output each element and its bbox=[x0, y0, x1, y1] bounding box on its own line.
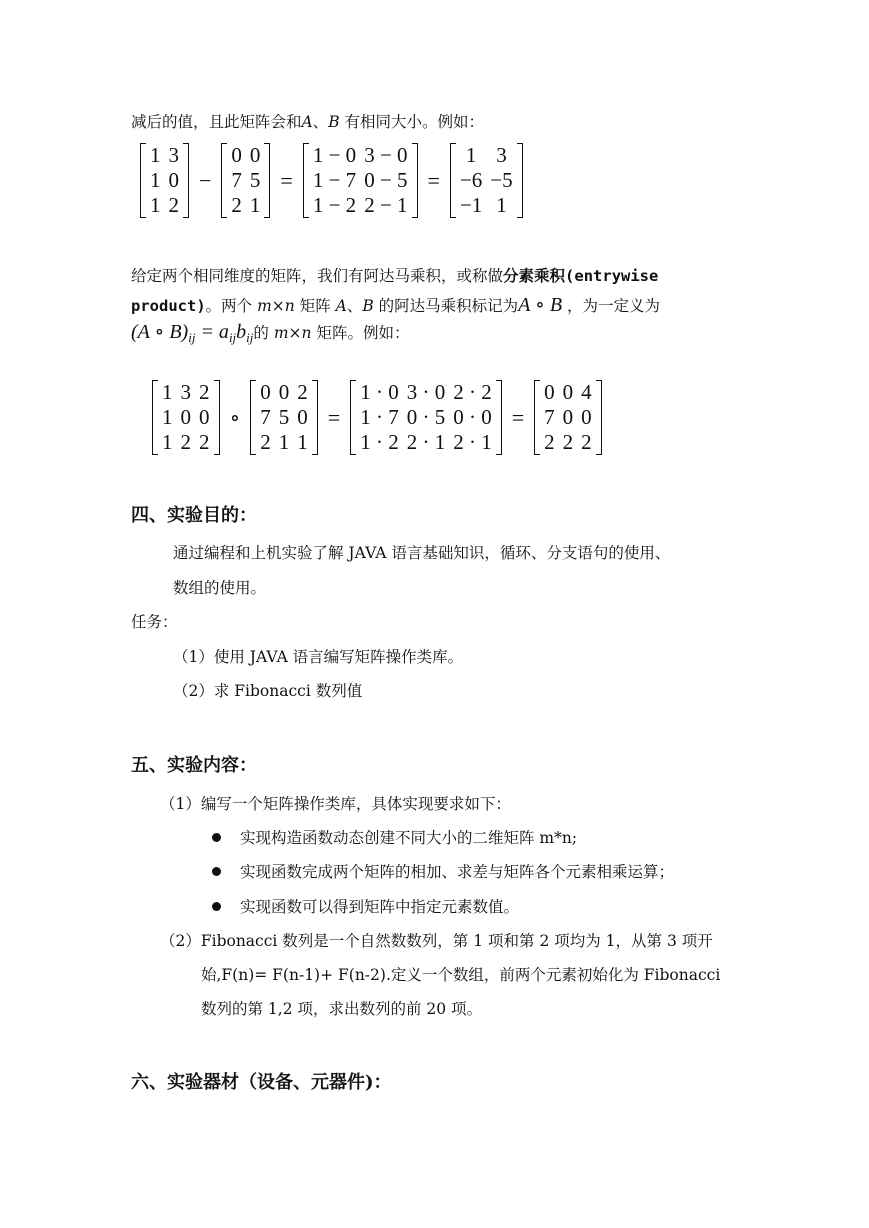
matrix-cell: 0 · 0 bbox=[453, 405, 492, 429]
matrix-cell: 1 · 0 bbox=[360, 380, 399, 404]
section-6-heading: 六、实验器材（设备、元器件)： bbox=[131, 1072, 392, 1093]
matrix-cell: 0 − 5 bbox=[364, 168, 408, 192]
matrix-cell: 1 bbox=[150, 193, 161, 217]
matrix-cell: 2 bbox=[260, 430, 271, 454]
matrix-cell: −5 bbox=[490, 168, 513, 192]
intro-text-end: 有相同大小。例如： bbox=[339, 113, 485, 131]
matrix-cell: 7 bbox=[231, 168, 242, 192]
hadamard-operator: ∘ bbox=[229, 404, 241, 430]
matrix-cell: 2 − 1 bbox=[364, 193, 408, 217]
matrix-b-symbol: B bbox=[328, 113, 340, 131]
matrix-cell: 2 bbox=[199, 430, 210, 454]
matrix-a-symbol: A bbox=[335, 297, 347, 315]
matrix-cell: 7 bbox=[544, 405, 555, 429]
matrix-cell: 2 bbox=[180, 430, 191, 454]
index-subscript: ij bbox=[188, 330, 196, 346]
hadamard-term: 分素乘积 bbox=[503, 266, 566, 285]
matrix-cell: 1 · 2 bbox=[360, 430, 399, 454]
matrix-cell: 2 bbox=[581, 430, 592, 454]
matrix-cell: 7 bbox=[260, 405, 271, 429]
matrix-cell: 3 · 0 bbox=[406, 380, 446, 404]
matrix-had-3 bbox=[350, 380, 502, 455]
index-subscript: ij bbox=[228, 330, 237, 346]
intro-text: 减后的值，且此矩阵会和 bbox=[131, 113, 302, 131]
hadamard-text: 矩阵。例如： bbox=[311, 324, 410, 342]
matrix-cell: 0 bbox=[562, 405, 574, 429]
equals-operator: = bbox=[427, 167, 440, 193]
equals-operator: = bbox=[280, 167, 293, 193]
hadamard-text: 的阿达马乘积标记为 bbox=[373, 297, 519, 315]
matrix-cell: 1 bbox=[297, 430, 308, 454]
matrix-cell: −1 bbox=[459, 193, 483, 217]
section-4-text-line-1: 通过编程和上机实验了解 JAVA 语言基础知识，循环、分支语句的使用、 bbox=[173, 544, 671, 562]
matrix-cell: 3 bbox=[180, 380, 191, 404]
matrix-cell: 0 bbox=[231, 143, 242, 167]
hadamard-english-term-end: product) bbox=[131, 297, 206, 315]
matrix-had-4 bbox=[534, 380, 602, 455]
matrix-sub-4 bbox=[450, 143, 523, 218]
hadamard-line-2 bbox=[131, 295, 660, 316]
matrix-cell: 1 − 2 bbox=[312, 193, 357, 217]
matrix-cell: 1 bbox=[162, 430, 173, 454]
matrix-cell: 0 bbox=[581, 405, 592, 429]
matrix-cell: 2 bbox=[231, 193, 242, 217]
matrix-cell: 1 bbox=[162, 405, 173, 429]
separator: 、 bbox=[312, 113, 329, 131]
matrix-cell: 0 · 5 bbox=[406, 405, 446, 429]
bullet-icon bbox=[212, 902, 221, 911]
matrix-cell: 2 · 1 bbox=[453, 430, 492, 454]
dimension-symbol: m×n bbox=[257, 297, 295, 315]
hadamard-definition-lhs: (A ∘ B) bbox=[131, 321, 189, 343]
matrix-sub-3 bbox=[303, 143, 418, 218]
matrix-cell: −6 bbox=[459, 168, 483, 192]
task-1: （1）使用 JAVA 语言编写矩阵操作类库。 bbox=[173, 648, 464, 666]
matrix-cell: 1 bbox=[465, 143, 477, 167]
matrix-cell: 1 − 0 bbox=[312, 143, 357, 167]
matrix-cell: 4 bbox=[581, 380, 592, 404]
equals-operator: = bbox=[511, 404, 525, 430]
hadamard-line-1 bbox=[131, 266, 658, 286]
content-item-2-line-1: （2）Fibonacci 数列是一个自然数数列，第 1 项和第 2 项均为 1，从第 3 项开 bbox=[160, 932, 713, 950]
content-item-2-line-3: 数列的第 1,2 项，求出数列的前 20 项。 bbox=[201, 1000, 483, 1018]
content-bullet-3: 实现函数可以得到矩阵中指定元素数值。 bbox=[240, 898, 520, 916]
equals-operator: = bbox=[327, 404, 341, 430]
section-4-text-line-2: 数组的使用。 bbox=[173, 579, 267, 597]
index-subscript: ij bbox=[246, 330, 254, 346]
bullet-icon bbox=[212, 867, 221, 876]
matrix-cell: 5 bbox=[278, 405, 290, 429]
hadamard-text: 给定两个相同维度的矩阵，我们有阿达马乘积，或称做 bbox=[131, 267, 504, 285]
matrix-cell: 0 bbox=[168, 168, 179, 192]
hadamard-text: 。两个 bbox=[205, 297, 258, 315]
matrix-cell: 0 bbox=[260, 380, 271, 404]
matrix-cell: 2 bbox=[168, 193, 179, 217]
matrix-cell: 1 bbox=[162, 380, 173, 404]
matrix-cell: 1 · 7 bbox=[360, 405, 399, 429]
matrix-cell: 2 bbox=[297, 380, 308, 404]
matrix-cell: 2 · 2 bbox=[453, 380, 492, 404]
matrix-cell: 0 bbox=[297, 405, 308, 429]
section-5-heading: 五、实验内容： bbox=[131, 755, 257, 776]
matrix-a-symbol: A bbox=[301, 113, 313, 131]
content-item-1: （1）编写一个矩阵操作类库，具体实现要求如下： bbox=[160, 795, 511, 813]
matrix-cell: 1 − 7 bbox=[312, 168, 357, 192]
matrix-cell: 1 bbox=[150, 168, 161, 192]
matrix-cell: 2 bbox=[199, 380, 210, 404]
matrix-cell: 3 bbox=[496, 143, 507, 167]
matrix-cell: 3 − 0 bbox=[364, 143, 408, 167]
matrix-cell: 1 bbox=[278, 430, 290, 454]
hadamard-formula: A ∘ B bbox=[518, 294, 563, 316]
matrix-cell: 2 bbox=[562, 430, 574, 454]
hadamard-english-term: (entrywise bbox=[565, 267, 659, 285]
matrix-cell: 1 bbox=[150, 143, 161, 167]
hadamard-text: 的 bbox=[253, 324, 274, 342]
content-bullet-2: 实现函数完成两个矩阵的相加、求差与矩阵各个元素相乘运算； bbox=[240, 863, 675, 881]
matrix-cell: 0 bbox=[544, 380, 555, 404]
hadamard-text: 矩阵 bbox=[294, 297, 336, 315]
matrix-cell: 5 bbox=[249, 168, 261, 192]
matrix-cell: 0 bbox=[562, 380, 574, 404]
intro-line bbox=[131, 112, 484, 132]
matrix-cell: 1 bbox=[496, 193, 507, 217]
bullet-icon bbox=[212, 833, 221, 842]
matrix-sub-1 bbox=[140, 143, 189, 218]
hadamard-definition-rhs: = a bbox=[195, 321, 229, 343]
matrix-cell: 0 bbox=[249, 143, 261, 167]
minus-operator: − bbox=[199, 167, 212, 193]
hadamard-line-3 bbox=[131, 322, 409, 348]
hadamard-definition-b: b bbox=[236, 321, 247, 343]
matrix-cell: 2 bbox=[544, 430, 555, 454]
hadamard-example bbox=[152, 380, 602, 455]
section-4-heading: 四、实验目的： bbox=[131, 505, 257, 526]
separator: 、 bbox=[346, 297, 363, 315]
matrix-had-1 bbox=[152, 380, 220, 455]
matrix-had-2 bbox=[250, 380, 318, 455]
hadamard-text: ，为一定义为 bbox=[562, 297, 660, 315]
task-2: （2）求 Fibonacci 数列值 bbox=[173, 682, 363, 700]
matrix-cell: 0 bbox=[180, 405, 191, 429]
matrix-sub-2 bbox=[221, 143, 270, 218]
matrix-b-symbol: B bbox=[362, 297, 374, 315]
dimension-symbol: m×n bbox=[273, 324, 312, 342]
matrix-cell: 0 bbox=[199, 405, 210, 429]
matrix-cell: 2 · 1 bbox=[406, 430, 446, 454]
matrix-cell: 0 bbox=[278, 380, 290, 404]
matrix-cell: 1 bbox=[249, 193, 261, 217]
matrix-cell: 3 bbox=[168, 143, 179, 167]
content-bullet-1: 实现构造函数动态创建不同大小的二维矩阵 m*n; bbox=[240, 829, 578, 847]
task-label: 任务： bbox=[131, 613, 178, 631]
content-item-2-line-2: 始,F(n)= F(n-1)+ F(n-2).定义一个数组，前两个元素初始化为 Fibonacci bbox=[201, 966, 721, 984]
subtraction-example bbox=[140, 143, 523, 218]
